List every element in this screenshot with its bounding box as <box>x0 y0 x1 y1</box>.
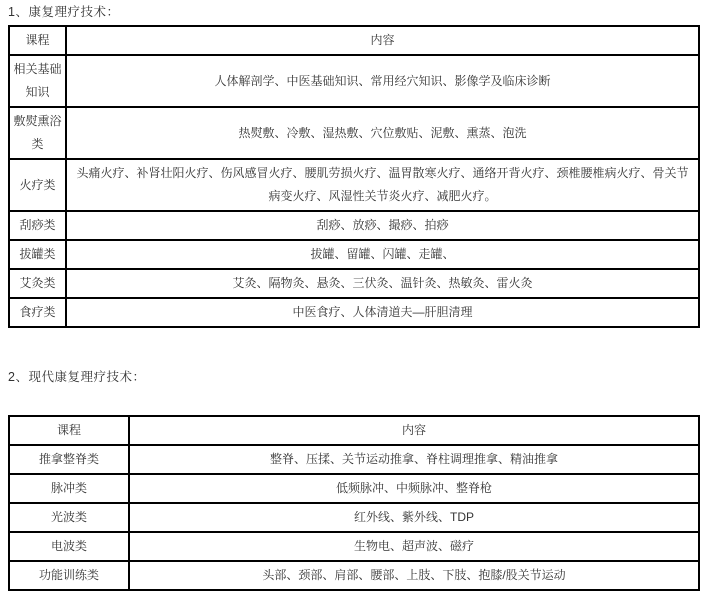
course-cell: 敷熨熏浴类 <box>9 107 66 159</box>
section-2-title: 2、现代康复理疗技术： <box>8 370 146 384</box>
rehab-therapy-table <box>8 25 700 328</box>
table-row <box>9 532 699 561</box>
content-cell: 刮痧、放痧、撮痧、拍痧 <box>66 211 699 240</box>
course-header-cell: 课程 <box>9 26 66 55</box>
table-header-row <box>9 26 699 55</box>
table-row <box>9 503 699 532</box>
course-cell: 火疗类 <box>9 159 66 211</box>
modern-rehab-therapy-table <box>8 415 700 591</box>
content-cell: 人体解剖学、中医基础知识、常用经穴知识、影像学及临床诊断 <box>66 55 699 107</box>
content-cell: 头部、颈部、肩部、腰部、上肢、下肢、抱膝/股关节运动 <box>129 561 699 590</box>
course-cell: 食疗类 <box>9 298 66 327</box>
section-1-title: 1、康复理疗技术： <box>8 5 120 19</box>
table-row <box>9 159 699 211</box>
content-cell: 头痛火疗、补肾壮阳火疗、伤风感冒火疗、腰肌劳损火疗、温胃散寒火疗、通络开背火疗、颈椎腰椎病火疗、骨关节病变火疗、风湿性关节炎火疗、减肥火疗。 <box>66 159 699 211</box>
course-cell: 拔罐类 <box>9 240 66 269</box>
content-cell: 整脊、压揉、关节运动推拿、脊柱调理推拿、精油推拿 <box>129 445 699 474</box>
course-cell: 推拿整脊类 <box>9 445 129 474</box>
course-cell: 电波类 <box>9 532 129 561</box>
table-row <box>9 445 699 474</box>
spacer <box>8 385 700 415</box>
content-cell: 中医食疗、人体清道夫—肝胆清理 <box>66 298 699 327</box>
content-cell: 生物电、超声波、磁疗 <box>129 532 699 561</box>
course-header-cell: 课程 <box>9 416 129 445</box>
course-cell: 刮痧类 <box>9 211 66 240</box>
content-cell: 拔罐、留罐、闪罐、走罐、 <box>66 240 699 269</box>
table-row <box>9 298 699 327</box>
content-cell: 低频脉冲、中频脉冲、整脊枪 <box>129 474 699 503</box>
table-row <box>9 240 699 269</box>
table-row <box>9 269 699 298</box>
table-row <box>9 211 699 240</box>
content-cell: 红外线、紫外线、TDP <box>129 503 699 532</box>
table-row <box>9 474 699 503</box>
course-cell: 艾灸类 <box>9 269 66 298</box>
course-cell: 脉冲类 <box>9 474 129 503</box>
table-row <box>9 561 699 590</box>
content-cell: 热熨敷、冷敷、湿热敷、穴位敷贴、泥敷、熏蒸、泡洗 <box>66 107 699 159</box>
table-row <box>9 107 699 159</box>
content-cell: 艾灸、隔物灸、悬灸、三伏灸、温针灸、热敏灸、雷火灸 <box>66 269 699 298</box>
table-row <box>9 55 699 107</box>
table-header-row <box>9 416 699 445</box>
content-header-cell: 内容 <box>129 416 699 445</box>
content-header-cell: 内容 <box>66 26 699 55</box>
course-cell: 功能训练类 <box>9 561 129 590</box>
course-cell: 相关基础知识 <box>9 55 66 107</box>
course-cell: 光波类 <box>9 503 129 532</box>
